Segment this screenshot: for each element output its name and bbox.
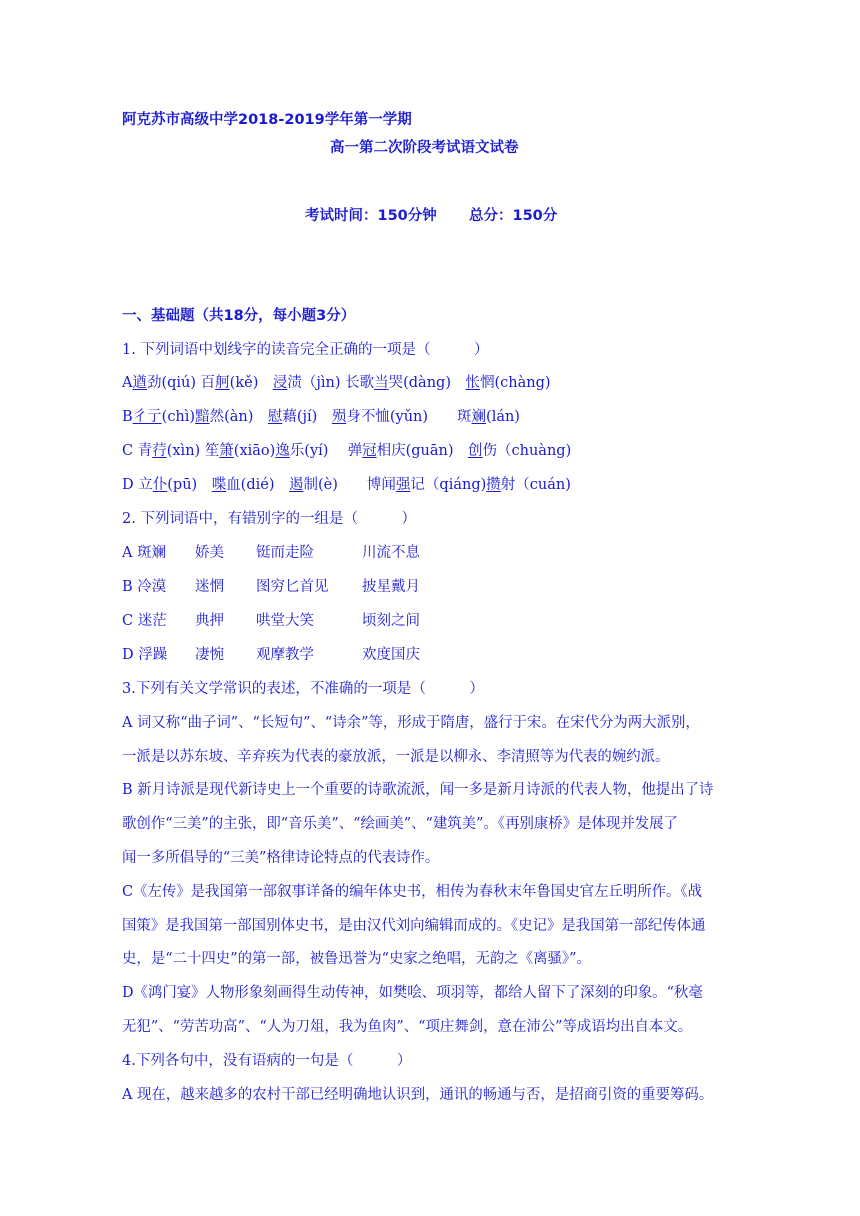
q3-text-line: 国策》是我国第一部国别体史书，是由汉代刘向编辑而成的。《史记》是我国第一部纪传体通: [122, 918, 706, 934]
q3-text-line: D《鸿门宴》人物形象刻画得生动传神，如樊哙、项羽等，都给人留下了深刻的印象。“秋毫: [122, 985, 703, 1001]
q2-row-c: C 迷茫 典押 哄堂大笑 顷刻之间: [122, 613, 420, 629]
q4-text-line: A 现在，越来越多的农村干部已经明确地认识到，通讯的畅通与否，是招商引资的重要筹码。: [122, 1087, 714, 1103]
question-2-stem: 2. 下列词语中，有错别字的一组是（ ）: [122, 511, 416, 527]
exam-time: 考试时间：150分钟: [305, 208, 437, 224]
question-4-stem: 4.下列各句中，没有语病的一句是（ ）: [122, 1053, 412, 1069]
q1-option-a: A遒劲(qiú) 百舸(kě) 浸渍（jìn) 长歌当哭(dàng) 怅惘(chàng): [122, 375, 551, 391]
question-1-stem: 1. 下列词语中划线字的读音完全正确的一项是（ ）: [122, 342, 489, 358]
exam-title: 高一第二次阶段考试语文试卷: [330, 140, 519, 156]
q3-text-line: 一派是以苏东坡、辛弃疾为代表的豪放派，一派是以柳永、李清照等为代表的婉约派。: [122, 749, 670, 765]
q2-row-a: A 斑斓 娇美 铤而走险 川流不息: [122, 545, 420, 561]
q2-row-d: D 浮躁 凄惋 观摩教学 欢度国庆: [122, 647, 420, 663]
q1-option-b: B彳亍(chì)黯然(àn) 慰藉(jí) 殒身不恤(yǔn) 斑斓(lán): [122, 409, 520, 425]
q1-option-c: C 青荇(xìn) 笙箫(xiāo)逸乐(yí) 弹冠相庆(guān) 创伤（chuàng): [122, 443, 572, 459]
q3-text-line: 歌创作“三美”的主张，即“音乐美”、“绘画美”、“建筑美”。《再别康桥》是体现并发展了: [122, 816, 678, 832]
school-header: 阿克苏市高级中学2018-2019学年第一学期: [122, 112, 412, 128]
q2-row-b: B 冷漠 迷惘 图穷匕首见 披星戴月: [122, 579, 420, 595]
q1-option-d: D 立仆(pū) 喋血(dié) 遏制(è) 博闻强记（qiáng)攒射（cuán): [122, 477, 571, 493]
q3-text-line: 史，是“二十四史”的第一部，被鲁迅誉为“史家之绝唱，无韵之《离骚》”。: [122, 951, 591, 967]
q3-text-line: A 词又称“曲子词”、“长短句”、“诗余”等，形成于隋唐，盛行于宋。在宋代分为两大派别，: [122, 715, 700, 731]
section-heading: 一、基础题（共18分，每小题3分）: [122, 308, 356, 324]
q3-text-line: B 新月诗派是现代新诗史上一个重要的诗歌流派，闻一多是新月诗派的代表人物，他提出了诗: [122, 782, 714, 798]
q3-text-line: 闻一多所倡导的“三美”格律诗论特点的代表诗作。: [122, 850, 440, 866]
total-score: 总分：150分: [469, 208, 558, 224]
q3-text-line: 无犯”、“劳苦功高”、“人为刀俎，我为鱼肉”、“项庄舞剑，意在沛公”等成语均出自本文。: [122, 1019, 693, 1035]
question-3-stem: 3.下列有关文学常识的表述，不准确的一项是（ ）: [122, 681, 484, 697]
q3-text-line: C《左传》是我国第一部叙事详备的编年体史书，相传为春秋末年鲁国史官左丘明所作。《战: [122, 884, 703, 900]
